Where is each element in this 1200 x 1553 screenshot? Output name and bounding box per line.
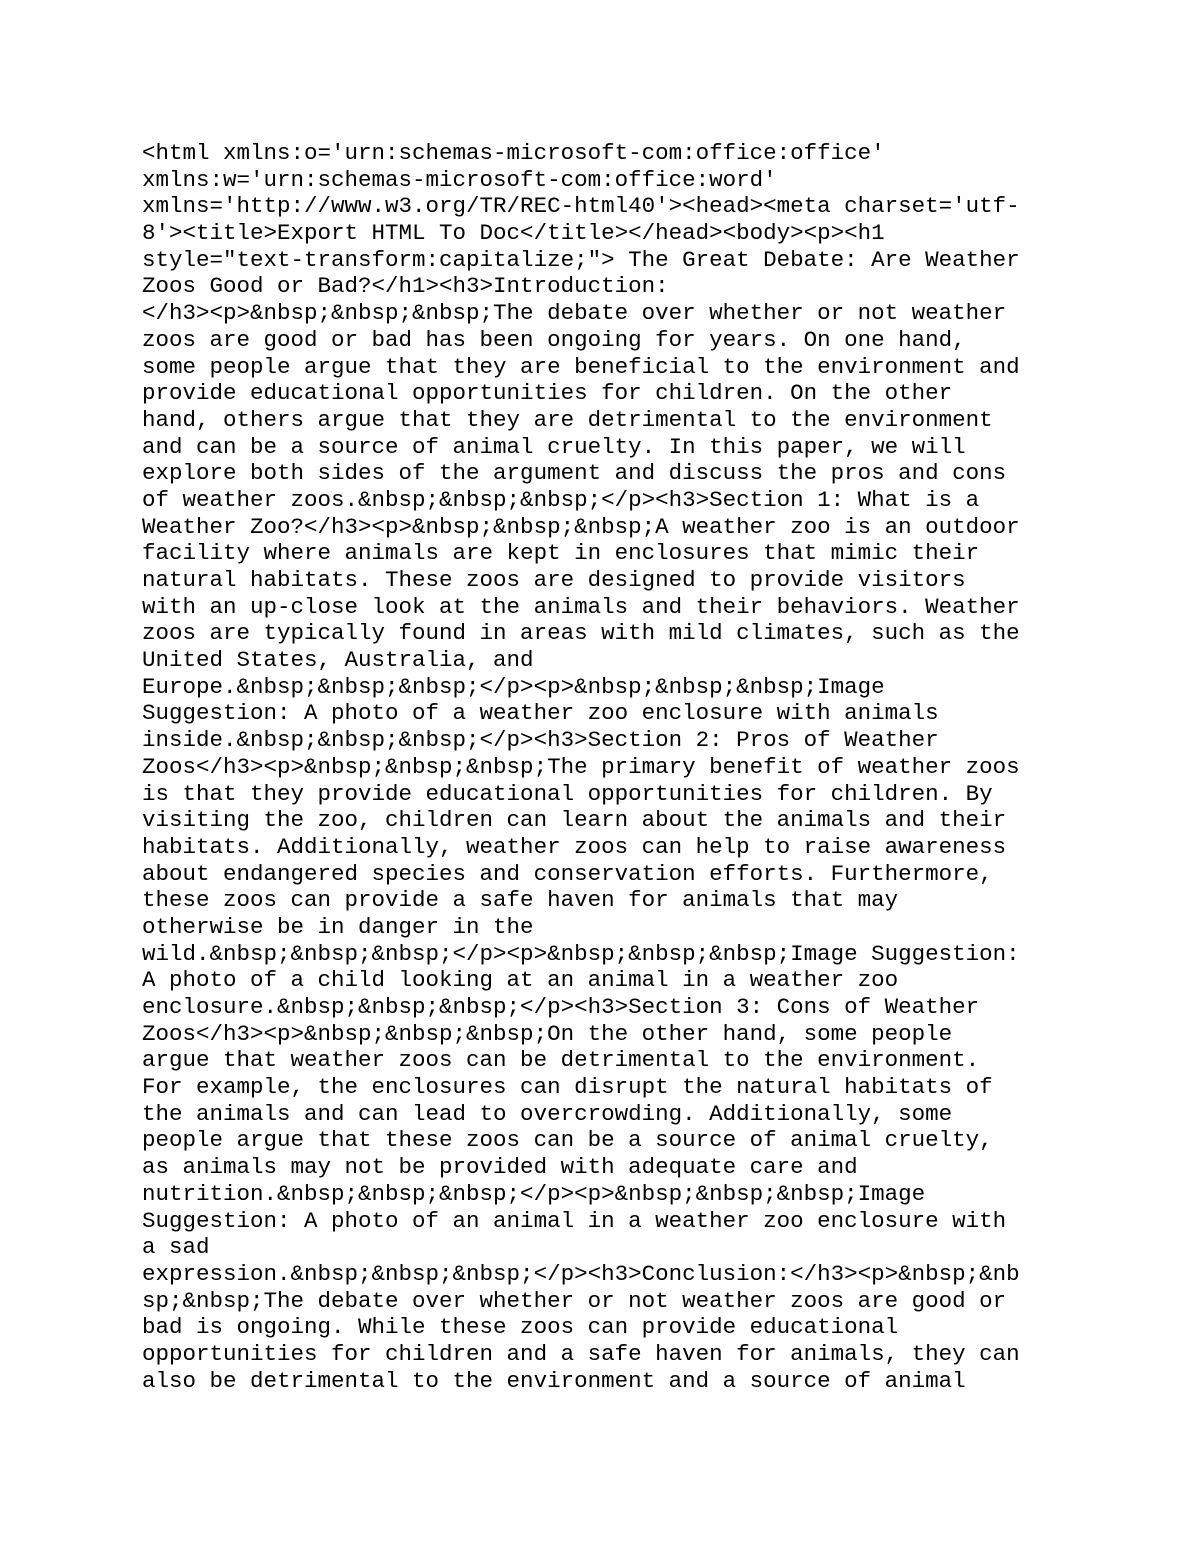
document-text-line: some people argue that they are beneficial to the environment and [142,353,1020,380]
document-text-line: provide educational opportunities for children. On the other [142,380,953,407]
document-text-line: is that they provide educational opportunities for children. By [142,780,993,807]
document-text-line: the animals and can lead to overcrowding. Additionally, some [142,1100,953,1127]
document-text-line: hand, others argue that they are detrimental to the environment [142,406,993,433]
document-text-line: habitats. Additionally, weather zoos can help to raise awareness [142,833,1007,860]
document-text-line: visiting the zoo, children can learn about the animals and their [142,807,1007,834]
document-body [142,140,1082,1394]
document-text-line: wild.&nbsp;&nbsp;&nbsp;</p><p>&nbsp;&nbsp;&nbsp;Image Suggestion: [142,940,1020,967]
document-text-line: style="text-transform:capitalize;"> The Great Debate: Are Weather [142,246,1020,273]
document-text-line: with an up-close look at the animals and their behaviors. Weather [142,593,1020,620]
document-text-line: opportunities for children and a safe haven for animals, they can [142,1340,1020,1367]
document-text-line: A photo of a child looking at an animal in a weather zoo [142,967,899,994]
document-text-line: also be detrimental to the environment and a source of animal [142,1367,966,1394]
document-text-line: Zoos</h3><p>&nbsp;&nbsp;&nbsp;The primary benefit of weather zoos [142,753,1020,780]
document-text-line: 8'><title>Export HTML To Doc</title></head><body><p><h1 [142,220,885,247]
document-text-line: Weather Zoo?</h3><p>&nbsp;&nbsp;&nbsp;A weather zoo is an outdoor [142,513,1020,540]
document-text-line: nutrition.&nbsp;&nbsp;&nbsp;</p><p>&nbsp;&nbsp;&nbsp;Image [142,1180,926,1207]
document-text-line: sp;&nbsp;The debate over whether or not weather zoos are good or [142,1287,1007,1314]
document-text-line: these zoos can provide a safe haven for animals that may [142,887,899,914]
document-text-line: xmlns='http://www.w3.org/TR/REC-html40'><head><meta charset='utf- [142,193,1020,220]
document-text-line: and can be a source of animal cruelty. In this paper, we will [142,433,966,460]
document-text-line: otherwise be in danger in the [142,913,534,940]
document-text-line: zoos are typically found in areas with mild climates, such as the [142,620,1020,647]
document-text-line: people argue that these zoos can be a source of animal cruelty, [142,1127,993,1154]
document-text-line: Europe.&nbsp;&nbsp;&nbsp;</p><p>&nbsp;&nbsp;&nbsp;Image [142,673,885,700]
document-text-line: of weather zoos.&nbsp;&nbsp;&nbsp;</p><h3>Section 1: What is a [142,486,980,513]
document-text-line: For example, the enclosures can disrupt the natural habitats of [142,1074,993,1101]
document-text-line: <html xmlns:o='urn:schemas-microsoft-com:office:office' [142,140,885,166]
document-text-line: Zoos Good or Bad?</h1><h3>Introduction: [142,273,669,300]
document-text-line: natural habitats. These zoos are designed to provide visitors [142,567,966,593]
document-text-line: as animals may not be provided with adequate care and [142,1154,858,1181]
document-text-line: United States, Australia, and [142,647,534,674]
document-text-line: enclosure.&nbsp;&nbsp;&nbsp;</p><h3>Section 3: Cons of Weather [142,994,980,1020]
document-text-line: Suggestion: A photo of a weather zoo enclosure with animals [142,700,939,727]
document-text-line: explore both sides of the argument and discuss the pros and cons [142,460,1007,487]
document-text-line: zoos are good or bad has been ongoing for years. On one hand, [142,326,966,353]
document-text-line: argue that weather zoos can be detrimental to the environment. [142,1047,980,1074]
document-text-line: inside.&nbsp;&nbsp;&nbsp;</p><h3>Section 2: Pros of Weather [142,727,939,754]
document-text-line: bad is ongoing. While these zoos can provide educational [142,1314,899,1341]
document-text-line: expression.&nbsp;&nbsp;&nbsp;</p><h3>Conclusion:</h3><p>&nbsp;&nb [142,1260,1020,1287]
document-text-line: a sad [142,1234,210,1261]
document-text-line: </h3><p>&nbsp;&nbsp;&nbsp;The debate over whether or not weather [142,300,1007,327]
document-text-line: Zoos</h3><p>&nbsp;&nbsp;&nbsp;On the other hand, some people [142,1020,953,1047]
document-text-line: facility where animals are kept in enclosures that mimic their [142,540,980,567]
document-text-line: Suggestion: A photo of an animal in a weather zoo enclosure with [142,1207,1007,1234]
document-text-line: xmlns:w='urn:schemas-microsoft-com:office:word' [142,166,777,193]
document-text-line: about endangered species and conservation efforts. Furthermore, [142,860,993,887]
